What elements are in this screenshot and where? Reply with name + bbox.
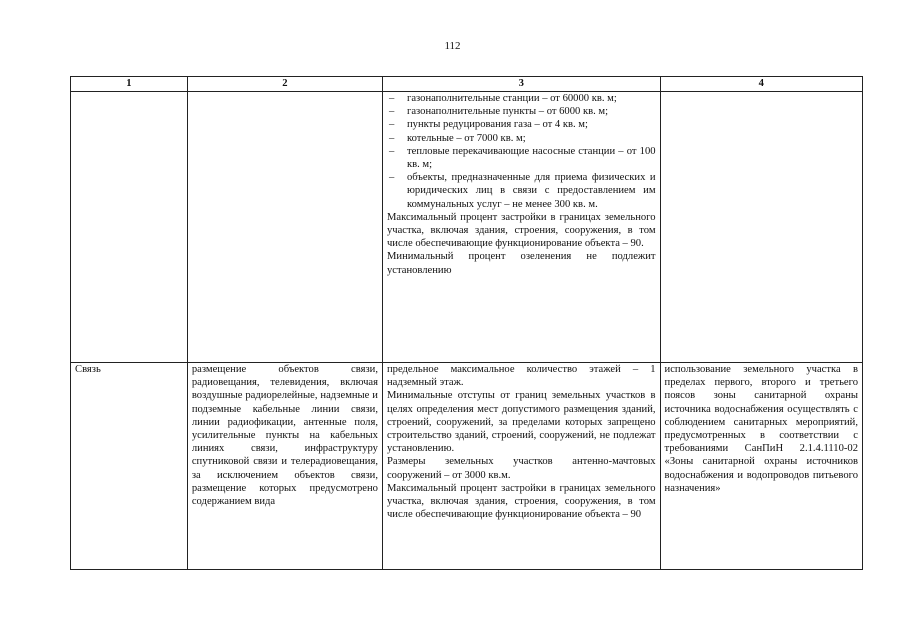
parameter-list (387, 92, 656, 211)
list-item: – объекты, предназначенные для приема физических и юридических лиц в связи с предоставлением им коммунальных услуг – не менее 300 кв. м. (388, 172, 656, 210)
list-item: – газонаполнительные пункты – от 6000 кв. м; (388, 106, 609, 118)
dash-marker: – (388, 119, 395, 131)
list-item: – пункты редуцирования газа – от 4 кв. м; (388, 119, 588, 131)
row1-col3 (382, 92, 660, 363)
row1-col4 (660, 92, 862, 363)
paragraph: Размеры земельных участков антенно-мачтовых сооружений – от 3000 кв.м. (386, 456, 656, 481)
list-item: – котельные – от 7000 кв. м; (388, 132, 526, 144)
regulation-table (70, 76, 863, 570)
header-col-3: 3 (382, 77, 660, 92)
list-item: – тепловые перекачивающие насосные станции – от 100 кв. м; (388, 145, 656, 171)
paragraph: Максимальный процент застройки в границах земельного участка, включая здания, строения, сооружения, в том числе обеспечивающие функционирование объекта – 90. (386, 211, 656, 250)
row2-col2: размещение объектов связи, радиовещания, телевидения, включая воздушные радиорелейные, надземные и подземные кабельные линии связи, линии радиофикации, антенные поля, усилительные пункты на кабельных линиях связи, инфраструктуру спутниковой связи и телерадиовещания, за исключением объектов связи, размещение которых предусмотрено содержанием вида (187, 363, 382, 570)
row2-col3 (382, 363, 660, 570)
list-item: – газонаполнительные станции – от 60000 кв. м; (388, 93, 617, 104)
dash-marker: – (388, 106, 395, 118)
dash-marker: – (388, 145, 395, 157)
dash-marker: – (388, 93, 395, 104)
table-row (71, 363, 863, 570)
header-col-4: 4 (660, 77, 862, 92)
header-col-2: 2 (187, 77, 382, 92)
page-number: 112 (444, 40, 461, 52)
row1-col1 (71, 92, 188, 363)
row2-col4: использование земельного участка в пределах первого, второго и третьего поясов зоны санитарной охраны источника водоснабжения осуществлять с соблюдением санитарных мероприятий, предусмотренных в соответствии с требованиями СанПиН 2.1.4.1110-02 «Зоны санитарной охраны источников водоснабжения и водопроводов питьевого назначения» (660, 363, 862, 570)
dash-marker: – (388, 172, 395, 184)
header-col-1: 1 (71, 77, 188, 92)
row1-col2 (187, 92, 382, 363)
paragraph: Максимальный процент застройки в границах земельного участка, включая здания, строения, сооружения, в том числе обеспечивающие функционирование объекта – 90 (386, 482, 656, 521)
paragraph: Минимальный процент озеленения не подлежит установлению (386, 251, 656, 276)
dash-marker: – (388, 132, 395, 144)
row2-col1: Связь (71, 363, 188, 570)
paragraph: Минимальные отступы от границ земельных участков в целях определения мест допустимого размещения зданий, строений, сооружений, за пределами которых запрещено строительство зданий, строений, сооружений, не подлежат установлению. (386, 390, 656, 455)
table-header-row (71, 77, 863, 92)
paragraph: предельное максимальное количество этажей – 1 надземный этаж. (386, 364, 656, 389)
table-row (71, 92, 863, 363)
